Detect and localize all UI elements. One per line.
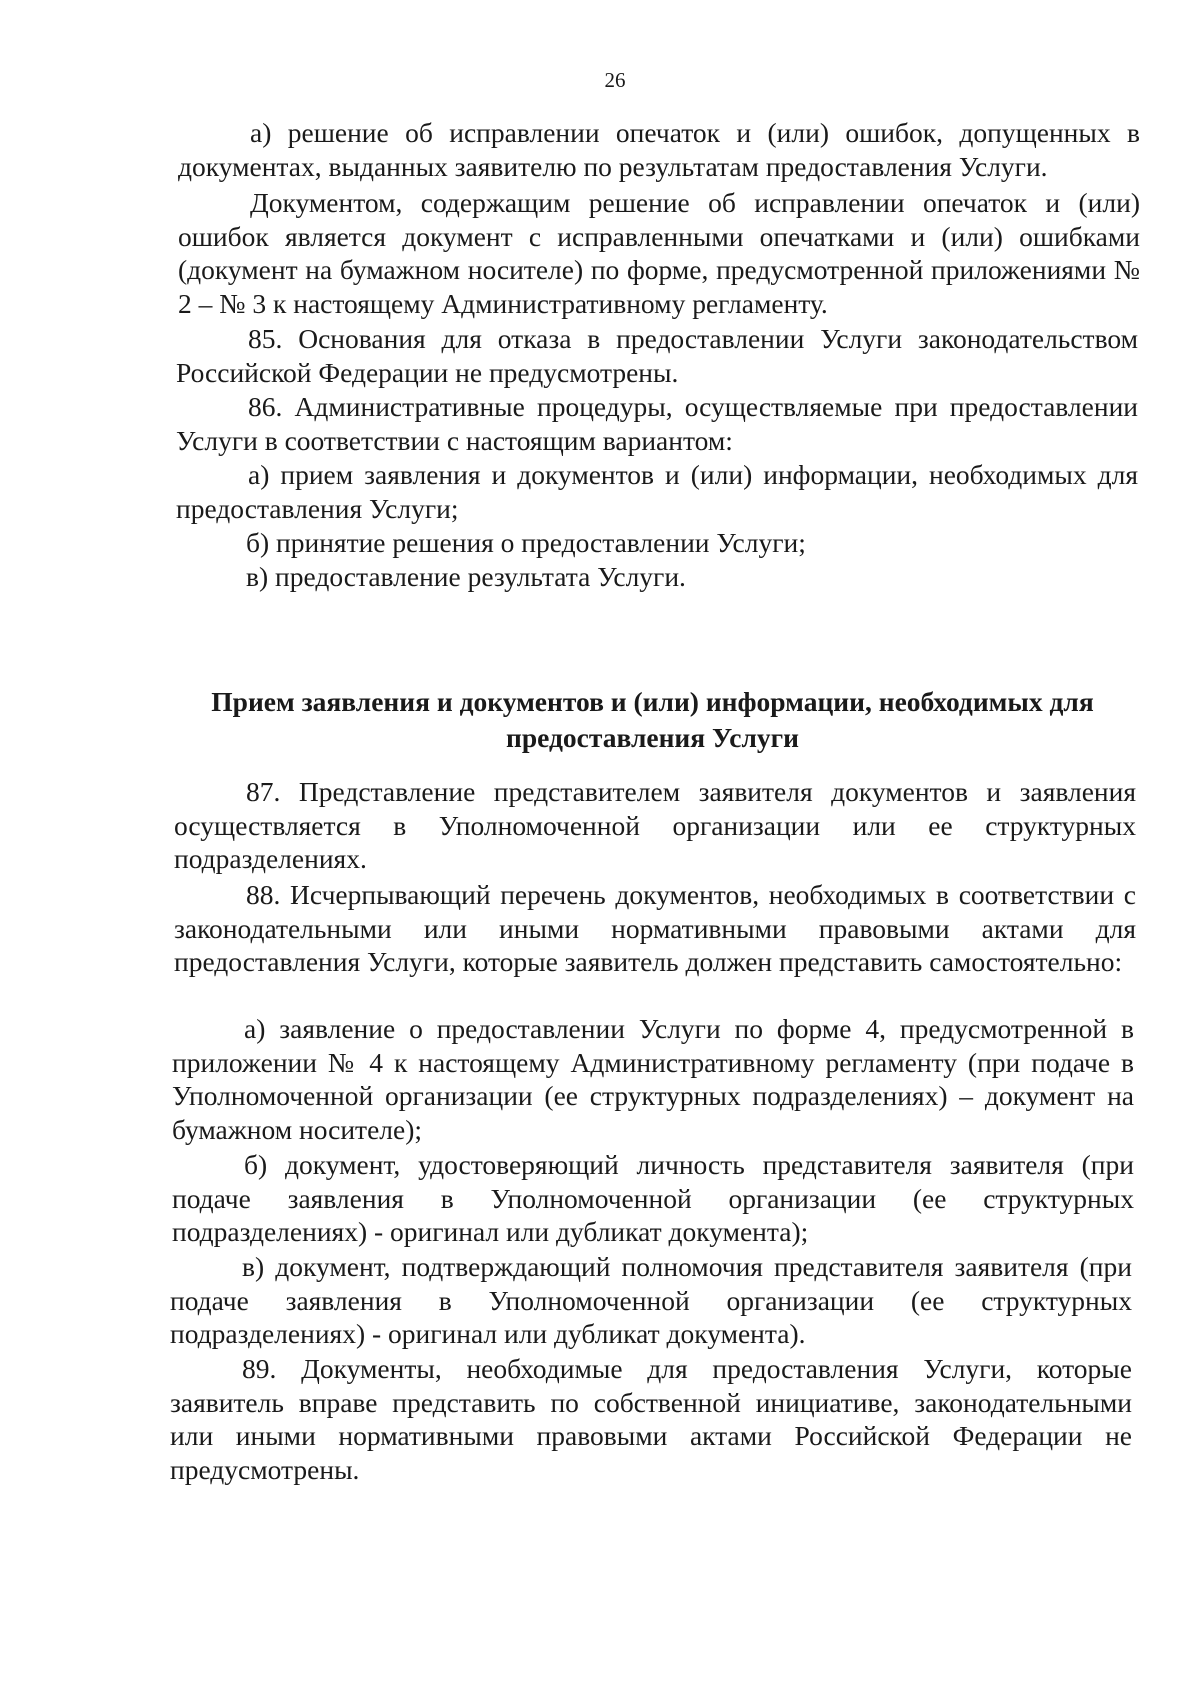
paragraph-88-item-c: в) документ, подтверждающий полномочия представителя заявителя (при подаче заявления в Уполномоченной организации (ее структурных подразделениях) - оригинал или дубликат документа). [170,1251,1132,1349]
paragraph-decision-document: Документом, содержащим решение об исправлении опечаток и (или) ошибок является документ с исправленными опечатками и (или) ошибками (документ на бумажном носителе) по форме, предусмотренной приложениями № 2 – № 3 к настоящему Административному регламенту. [178,187,1140,319]
paragraph-86-item-c: в) предоставление результата Услуги. [246,561,686,592]
paragraph-86-item-a: а) прием заявления и документов и (или) информации, необходимых для предоставления Услуги; [176,459,1138,524]
page-number: 26 [604,68,626,92]
paragraph-86: 86. Административные процедуры, осуществляемые при предоставлении Услуги в соответствии с настоящим вариантом: [176,391,1138,456]
paragraph-88-item-a: а) заявление о предоставлении Услуги по форме 4, предусмотренной в приложении № 4 к настоящему Административному регламенту (при подаче в Уполномоченной организации (ее структурных подразделениях) – документ на бумажном носителе); [172,1013,1134,1145]
paragraph-89: 89. Документы, необходимые для предоставления Услуги, которые заявитель вправе представить по собственной инициативе, законодательными или иными нормативными правовыми актами Российской Федерации не предусмотрены. [170,1353,1132,1485]
paragraph-86-item-b: б) принятие решения о предоставлении Услуги; [246,527,806,558]
section-heading: Прием заявления и документов и (или) информации, необходимых для предоставления Услуги [211,686,1094,753]
paragraph-88: 88. Исчерпывающий перечень документов, необходимых в соответствии с законодательными или иными нормативными правовыми актами для предоставления Услуги, которые заявитель должен представить самостоятельно: [174,879,1136,977]
paragraph-88-item-b: б) документ, удостоверяющий личность представителя заявителя (при подаче заявления в Уполномоченной организации (ее структурных подразделениях) - оригинал или дубликат документа); [172,1149,1134,1247]
paragraph-85: 85. Основания для отказа в предоставлении Услуги законодательством Российской Федерации не предусмотрены. [176,323,1138,388]
paragraph-87: 87. Представление представителем заявителя документов и заявления осуществляется в Уполномоченной организации или ее структурных подразделениях. [174,776,1136,874]
paragraph-84-result-a: а) решение об исправлении опечаток и (или) ошибок, допущенных в документах, выданных заявителю по результатам предоставления Услуги. [178,117,1140,182]
